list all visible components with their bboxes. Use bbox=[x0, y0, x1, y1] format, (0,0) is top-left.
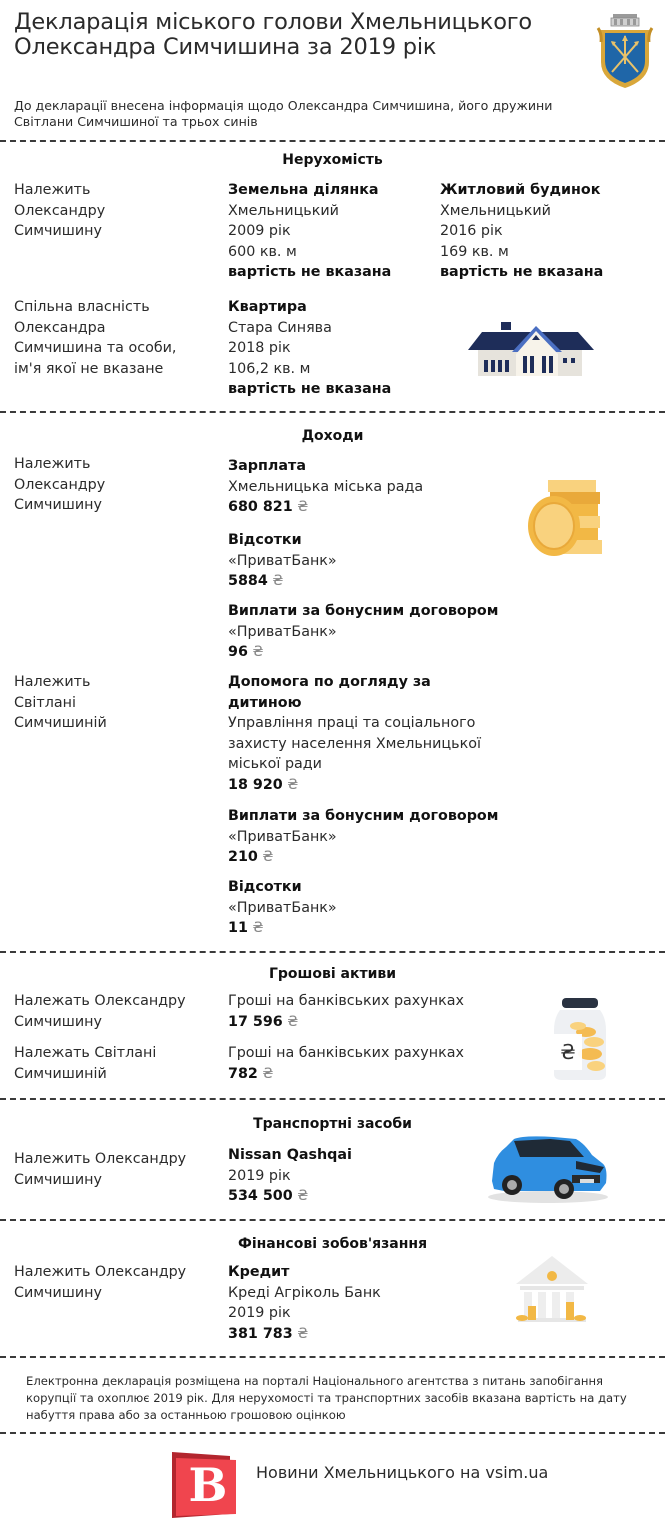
income-amount: 210 bbox=[228, 849, 258, 866]
page-subtitle: До декларації внесена інформація щодо Олександра Симчишина, його дружини Світлани Симчишиної та трьох синів bbox=[14, 98, 553, 129]
property-value: вартість не вказана bbox=[228, 264, 392, 281]
property-year: 2016 рік bbox=[440, 223, 503, 240]
income-item bbox=[228, 456, 548, 518]
owner-label: Спільна власність Олександра Симчишина та особи, ім'я якої не вказане bbox=[14, 299, 177, 377]
cash-item bbox=[228, 1043, 518, 1084]
logo-letter: В bbox=[188, 1458, 228, 1512]
vehicle-amount: 534 500 bbox=[228, 1188, 293, 1205]
currency-symbol: ₴ bbox=[252, 920, 264, 937]
disclaimer-note: Електронна декларація розміщена на порталі Національного агентства з питань запобігання корупції та охоплює 2019 рік. Для нерухомості та транспортних засобів вказана вартість на дату набуття права або за останньою грошовою оцінкою bbox=[26, 1374, 627, 1422]
owner-label: Належить Світлані Симчишиній bbox=[14, 674, 107, 732]
currency-symbol: ₴ bbox=[297, 499, 309, 516]
income-name: Відсотки bbox=[228, 532, 302, 548]
liability-amount: 381 783 bbox=[228, 1325, 293, 1342]
currency-symbol: ₴ bbox=[287, 1013, 299, 1030]
property-place: Хмельницький bbox=[440, 202, 551, 219]
income-item bbox=[228, 806, 548, 868]
owner-label: Належить Олександру Симчишину bbox=[14, 182, 106, 240]
income-name: Зарплата bbox=[228, 458, 306, 474]
section-divider bbox=[0, 1219, 665, 1221]
income-amount: 680 821 bbox=[228, 499, 293, 516]
section-title-cash: Грошові активи bbox=[268, 966, 397, 982]
currency-symbol: ₴ bbox=[262, 849, 274, 866]
income-name: Відсотки bbox=[228, 879, 302, 895]
liability-item bbox=[228, 1262, 468, 1344]
hryvnia-sign: ₴ bbox=[560, 1040, 576, 1064]
vsim-logo[interactable] bbox=[172, 1452, 236, 1518]
income-amount: 11 bbox=[228, 920, 248, 937]
page-title: Декларація міського голови Хмельницького Олександра Симчишина за 2019 рік bbox=[14, 9, 532, 60]
car-icon bbox=[484, 1133, 612, 1205]
income-source: «ПриватБанк» bbox=[228, 899, 337, 916]
property-value: вартість не вказана bbox=[440, 264, 604, 281]
section-divider bbox=[0, 140, 665, 142]
income-name: Виплати за бонусним договором bbox=[228, 603, 499, 619]
property-name: Земельна ділянка bbox=[228, 182, 379, 198]
income-source: «ПриватБанк» bbox=[228, 623, 337, 640]
section-title-liabilities: Фінансові зобов'язання bbox=[237, 1236, 428, 1252]
property-item-house bbox=[440, 180, 660, 283]
owner-label: Належить Олександру Симчишину bbox=[14, 1151, 187, 1188]
income-amount: 96 bbox=[228, 644, 248, 661]
section-divider bbox=[0, 1098, 665, 1100]
coins-stack-icon bbox=[524, 478, 602, 558]
currency-symbol: ₴ bbox=[262, 1065, 274, 1082]
house-icon bbox=[468, 320, 594, 378]
money-jar-icon bbox=[550, 996, 610, 1082]
property-area: 169 кв. м bbox=[440, 243, 509, 260]
currency-symbol: ₴ bbox=[297, 1325, 309, 1342]
income-source: «ПриватБанк» bbox=[228, 552, 337, 569]
property-item-land bbox=[228, 180, 438, 283]
liability-name: Кредит bbox=[228, 1264, 290, 1280]
bank-icon bbox=[512, 1254, 592, 1326]
liability-year: 2019 рік bbox=[228, 1305, 291, 1322]
owner-label: Належать Олександру Симчишину bbox=[14, 993, 186, 1030]
cash-item bbox=[228, 991, 518, 1032]
property-place: Хмельницький bbox=[228, 202, 339, 219]
section-title-vehicles: Транспортні засоби bbox=[253, 1116, 412, 1132]
income-item bbox=[228, 530, 548, 592]
income-amount: 18 920 bbox=[228, 776, 283, 793]
property-year: 2018 рік bbox=[228, 340, 291, 357]
income-item bbox=[228, 877, 548, 939]
owner-label: Належить Олександру Симчишину bbox=[14, 1264, 187, 1301]
property-name: Житловий будинок bbox=[440, 182, 601, 198]
section-divider bbox=[0, 411, 665, 413]
income-source: «ПриватБанк» bbox=[228, 828, 337, 845]
section-divider bbox=[0, 951, 665, 953]
property-name: Квартира bbox=[228, 299, 307, 315]
property-item-apartment bbox=[228, 297, 438, 400]
cash-amount: 17 596 bbox=[228, 1013, 283, 1030]
income-item bbox=[228, 601, 548, 663]
cash-desc: Гроші на банківських рахунках bbox=[228, 1045, 464, 1061]
vehicle-item bbox=[228, 1145, 468, 1207]
section-title-real-estate: Нерухомість bbox=[282, 152, 383, 168]
income-item bbox=[228, 672, 528, 796]
property-place: Стара Синява bbox=[228, 319, 332, 336]
property-area: 106,2 кв. м bbox=[228, 360, 311, 377]
currency-symbol: ₴ bbox=[272, 573, 284, 590]
coat-of-arms-icon bbox=[596, 12, 654, 90]
currency-symbol: ₴ bbox=[252, 644, 264, 661]
income-source: Управління праці та соціального захисту населення Хмельницької міської ради bbox=[228, 715, 481, 773]
vehicle-year: 2019 рік bbox=[228, 1167, 291, 1184]
section-divider bbox=[0, 1432, 665, 1434]
footer-link[interactable]: Новини Хмельницького на vsim.ua bbox=[256, 1463, 549, 1482]
section-title-income: Доходи bbox=[301, 428, 364, 444]
income-name: Виплати за бонусним договором bbox=[228, 808, 499, 824]
owner-label: Належить Олександру Симчишину bbox=[14, 456, 106, 514]
vehicle-name: Nissan Qashqai bbox=[228, 1147, 352, 1163]
currency-symbol: ₴ bbox=[287, 776, 299, 793]
cash-amount: 782 bbox=[228, 1065, 258, 1082]
income-source: Хмельницька міська рада bbox=[228, 478, 424, 495]
property-value: вартість не вказана bbox=[228, 381, 392, 398]
liability-bank: Креді Агріколь Банк bbox=[228, 1284, 381, 1301]
cash-desc: Гроші на банківських рахунках bbox=[228, 993, 464, 1009]
property-year: 2009 рік bbox=[228, 223, 291, 240]
owner-label: Належать Світлані Симчишиній bbox=[14, 1045, 157, 1082]
section-divider bbox=[0, 1356, 665, 1358]
property-area: 600 кв. м bbox=[228, 243, 297, 260]
income-amount: 5884 bbox=[228, 573, 268, 590]
income-name: Допомога по догляду за дитиною bbox=[228, 674, 431, 711]
currency-symbol: ₴ bbox=[297, 1188, 309, 1205]
